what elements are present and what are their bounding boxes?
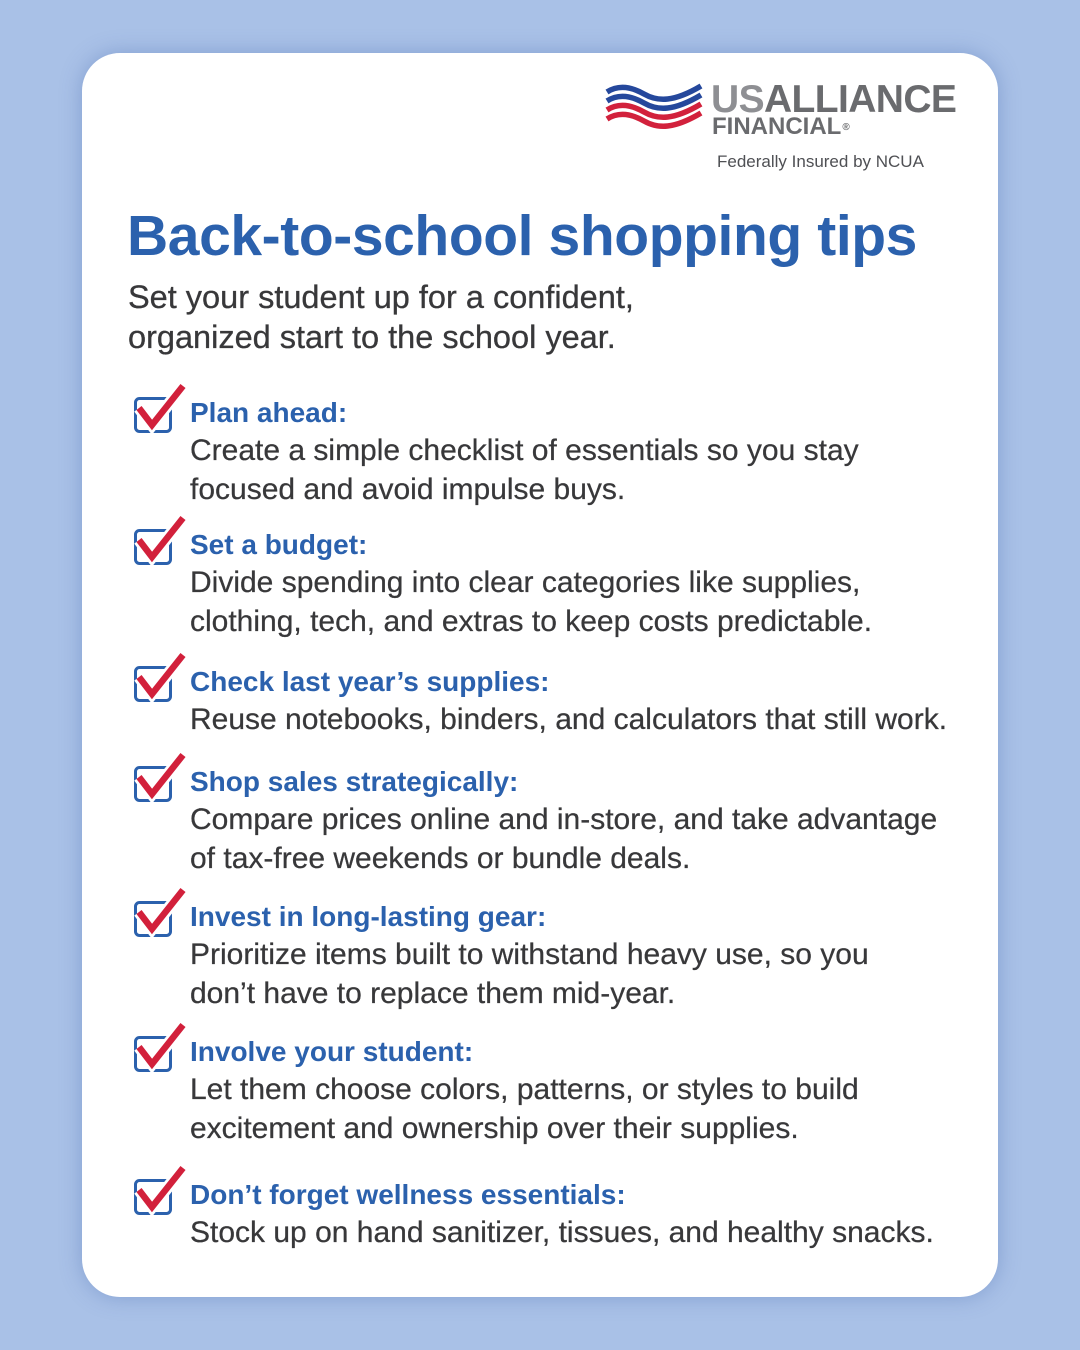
subtitle-line: Set your student up for a confident, [128,279,634,315]
tip-description-line: Stock up on hand sanitizer, tissues, and healthy snacks. [190,1216,934,1249]
tip-heading: Check last year’s supplies: [190,666,550,697]
tip-description-line: of tax-free weekends or bundle deals. [190,841,691,875]
tip-heading: Involve your student: [190,1036,474,1067]
tip-body [190,1176,934,1253]
checkbox-checked-icon [130,1021,186,1077]
tip-body [190,763,937,878]
brand-financial-text: FINANCIAL [712,113,842,140]
checkbox-checked-icon [130,514,186,570]
page-subtitle [128,277,634,357]
brand-wordmark-sub [712,114,850,140]
tip-description-line: Create a simple checklist of essentials so you stay [190,434,859,467]
page-title: Back-to-school shopping tips [127,204,917,268]
tip-description-line: focused and avoid impulse buys. [190,472,626,506]
tip-description-line: don’t have to replace them mid-year. [190,976,676,1010]
tip-description-line: Compare prices online and in-store, and take advantage [190,803,938,836]
checkbox-checked-icon [130,1164,186,1220]
tip-description-line: clothing, tech, and extras to keep costs predictable. [190,604,873,638]
tip-description-line: Reuse notebooks, binders, and calculators that still work. [190,703,948,736]
flag-waves-logo-icon [604,78,704,130]
brand-wordmark-prefix: US [711,78,764,121]
tip-heading: Set a budget: [190,529,368,560]
checkbox-checked-icon [130,751,186,807]
tip-description-line: Divide spending into clear categories like supplies, [190,566,861,599]
tip-body [190,898,869,1013]
tip-description-line: Let them choose colors, patterns, or styles to build [190,1073,859,1106]
checkbox-checked-icon [130,886,186,942]
tip-description-line: excitement and ownership over their supplies. [190,1111,799,1145]
tip-body [190,1033,859,1148]
tip-body [190,526,872,641]
tip-heading: Don’t forget wellness essentials: [190,1179,626,1210]
tip-description-line: Prioritize items built to withstand heavy use, so you [190,938,869,971]
tip-heading: Invest in long-lasting gear: [190,901,547,932]
tip-body [190,394,859,509]
tip-heading: Plan ahead: [190,397,348,428]
brand-wordmark-main: ALLIANCE [763,78,957,121]
subtitle-line: organized start to the school year. [128,319,616,355]
checkbox-checked-icon [130,651,186,707]
tip-heading: Shop sales strategically: [190,766,519,797]
registered-mark: ® [842,122,850,133]
ncua-tagline: Federally Insured by NCUA [717,152,924,171]
tip-body [190,663,947,740]
checkbox-checked-icon [130,382,186,438]
